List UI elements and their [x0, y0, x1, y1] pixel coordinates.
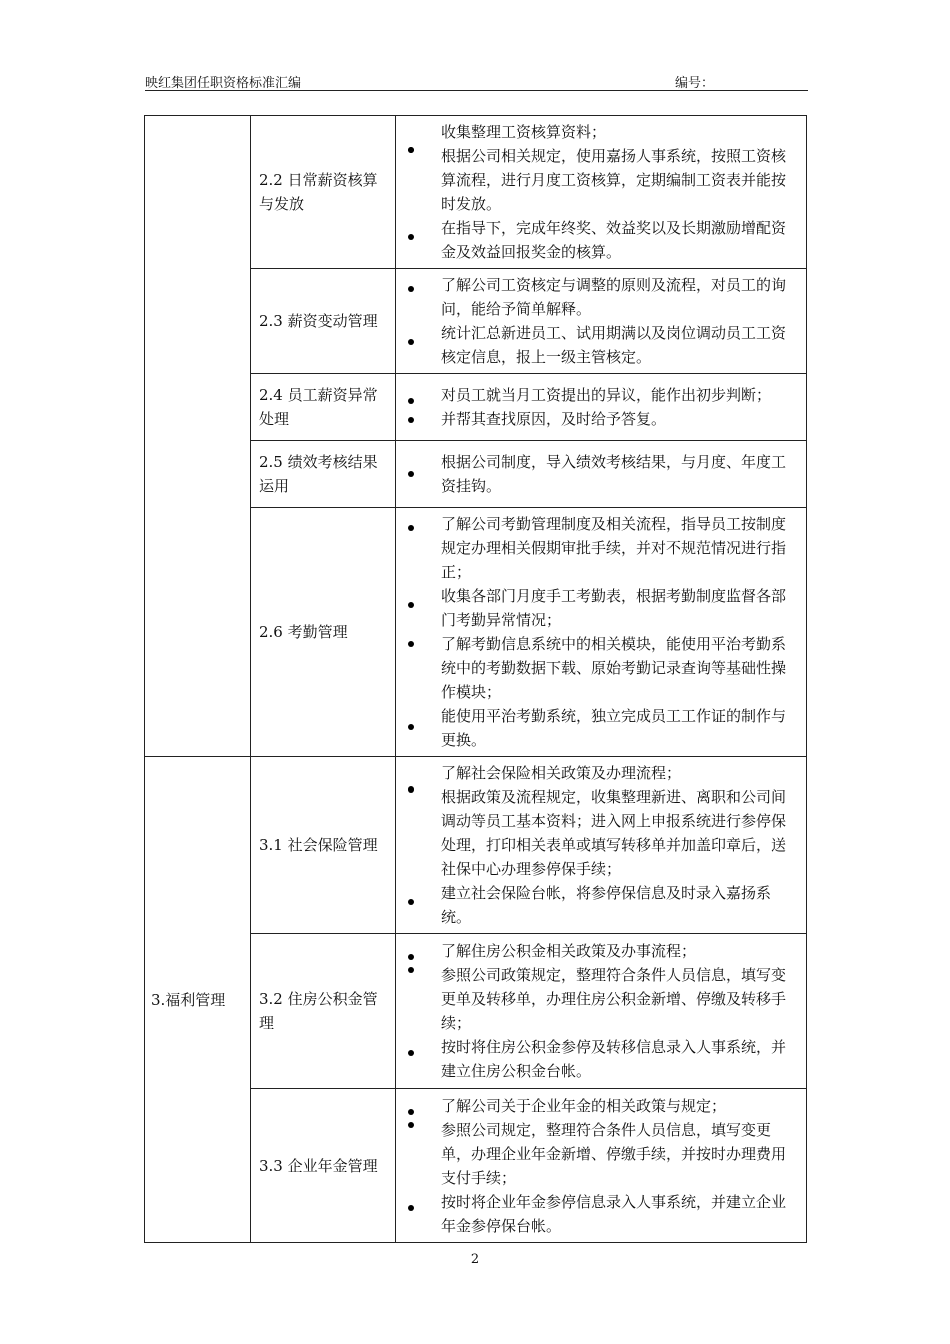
- bullet-icon: [408, 339, 414, 345]
- description-cell: [396, 1089, 807, 1243]
- description-cell: [396, 374, 807, 441]
- bullet-icon: [408, 787, 414, 793]
- list-item: 根据公司制度，导入绩效考核结果，与月度、年度工资挂钩。: [396, 450, 798, 498]
- description-cell: [396, 116, 807, 269]
- description-cell: [396, 757, 807, 934]
- subcategory-cell: 3.1 社会保险管理: [251, 757, 396, 934]
- list-item: 并帮其查找原因，及时给予答复。: [396, 407, 798, 431]
- list-item: 了解公司关于企业年金的相关政策与规定；: [396, 1094, 798, 1118]
- bullet-icon: [408, 641, 414, 647]
- page-number: 2: [470, 1252, 480, 1267]
- subcategory-cell: 2.3 薪资变动管理: [251, 269, 396, 374]
- bullet-icon: [408, 398, 414, 404]
- description-cell: [396, 508, 807, 757]
- subcategory-cell: 2.2 日常薪资核算与发放: [251, 116, 396, 269]
- document-title: 映红集团任职资格标准汇编: [145, 76, 302, 91]
- bullet-icon: [408, 471, 414, 477]
- subcategory-cell: 2.5 绩效考核结果运用: [251, 441, 396, 508]
- list-item: 收集整理工资核算资料；: [396, 120, 798, 144]
- description-cell: [396, 441, 807, 508]
- bullet-icon: [408, 417, 414, 423]
- bullet-icon: [408, 1050, 414, 1056]
- bullet-icon: [408, 234, 414, 240]
- list-item: 统计汇总新进员工、试用期满以及岗位调动员工工资核定信息，报上一级主管核定。: [396, 321, 798, 369]
- subcategory-cell: 2.6 考勤管理: [251, 508, 396, 757]
- list-item: 参照公司政策规定，整理符合条件人员信息，填写变更单及转移单，办理住房公积金新增、停缴及转移手续；: [396, 963, 798, 1035]
- list-item: 了解社会保险相关政策及办理流程；: [396, 761, 798, 785]
- list-item: 建立社会保险台帐，将参停保信息及时录入嘉扬系统。: [396, 881, 798, 929]
- qualification-table: [144, 115, 807, 1243]
- bullet-icon: [408, 147, 414, 153]
- description-cell: [396, 269, 807, 374]
- bullet-icon: [408, 286, 414, 292]
- list-item: 了解住房公积金相关政策及办事流程；: [396, 939, 798, 963]
- subcategory-cell: 2.4 员工薪资异常处理: [251, 374, 396, 441]
- list-item: 参照公司规定，整理符合条件人员信息，填写变更单，办理企业年金新增、停缴手续，并按时办理费用支付手续；: [396, 1118, 798, 1190]
- bullet-icon: [408, 954, 414, 960]
- page-header: [145, 70, 808, 91]
- bullet-icon: [408, 525, 414, 531]
- list-item: 按时将住房公积金参停及转移信息录入人事系统，并建立住房公积金台帐。: [396, 1035, 798, 1083]
- list-item: 了解公司考勤管理制度及相关流程，指导员工按制度规定办理相关假期审批手续，并对不规范情况进行指正；: [396, 512, 798, 584]
- bullet-icon: [408, 602, 414, 608]
- category-cell: 3.福利管理: [145, 757, 251, 1243]
- list-item: 了解考勤信息系统中的相关模块，能使用平治考勤系统中的考勤数据下载、原始考勤记录查询等基础性操作模块；: [396, 632, 798, 704]
- subcategory-cell: 3.2 住房公积金管理: [251, 934, 396, 1089]
- bullet-icon: [408, 724, 414, 730]
- category-cell: [145, 116, 251, 757]
- bullet-icon: [408, 899, 414, 905]
- list-item: 了解公司工资核定与调整的原则及流程，对员工的询问，能给予简单解释。: [396, 273, 798, 321]
- table-row: [145, 757, 807, 934]
- description-cell: [396, 934, 807, 1089]
- list-item: 在指导下，完成年终奖、效益奖以及长期激励增配资金及效益回报奖金的核算。: [396, 216, 798, 264]
- list-item: 对员工就当月工资提出的异议，能作出初步判断；: [396, 383, 798, 407]
- list-item: 根据政策及流程规定，收集整理新进、离职和公司间调动等员工基本资料；进入网上申报系统进行参停保处理，打印相关表单或填写转移单并加盖印章后，送社保中心办理参停保手续；: [396, 785, 798, 881]
- list-item: 能使用平治考勤系统，独立完成员工工作证的制作与更换。: [396, 704, 798, 752]
- subcategory-cell: 3.3 企业年金管理: [251, 1089, 396, 1243]
- list-item: 根据公司相关规定，使用嘉扬人事系统，按照工资核算流程，进行月度工资核算，定期编制工资表并能按时发放。: [396, 144, 798, 216]
- bullet-icon: [408, 967, 414, 973]
- bullet-icon: [408, 1122, 414, 1128]
- table-row: [145, 116, 807, 269]
- list-item: 按时将企业年金参停信息录入人事系统，并建立企业年金参停保台帐。: [396, 1190, 798, 1238]
- document-number-label: 编号：: [675, 76, 715, 91]
- list-item: 收集各部门月度手工考勤表，根据考勤制度监督各部门考勤异常情况；: [396, 584, 798, 632]
- bullet-icon: [408, 1109, 414, 1115]
- bullet-icon: [408, 1205, 414, 1211]
